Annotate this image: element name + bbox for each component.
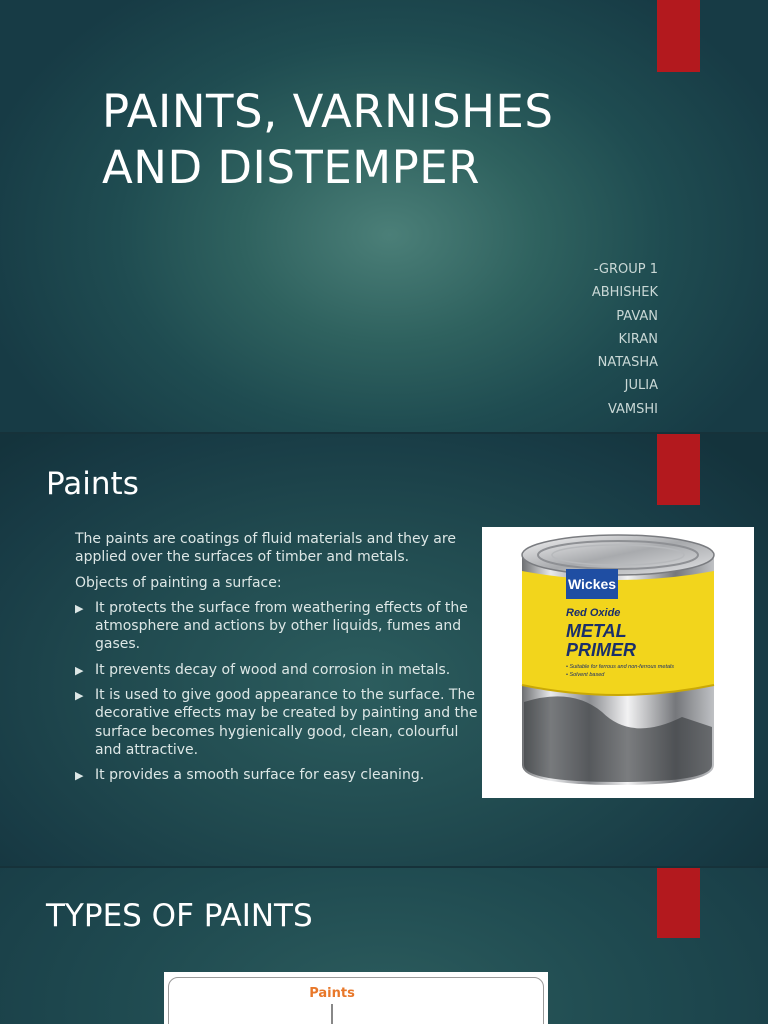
intro-paragraph: The paints are coatings of fluid materials and they are applied over the surfaces of timber and metals. <box>75 531 456 566</box>
accent-bar <box>657 868 700 938</box>
objects-heading: Objects of painting a surface: <box>75 574 282 591</box>
bullet-item <box>75 599 480 654</box>
bullet-text: It is used to give good appearance to the surface. The decorative effects may be created by painting and the surface becomes hygienically good, clean, colourful and attractive. <box>95 687 478 758</box>
presentation-title: PAINTS, VARNISHES AND DISTEMPER <box>102 85 554 194</box>
bullet-text: It protects the surface from weathering effects of the atmosphere and actions by other liquids, fumes and gases. <box>95 599 468 653</box>
accent-bar <box>657 0 700 72</box>
diagram-root-label: Paints <box>309 986 355 1001</box>
triangle-bullet-icon: ▶ <box>75 663 84 677</box>
paint-types-diagram <box>164 972 548 1024</box>
group-member: ABHISHEK <box>591 285 658 301</box>
bullet-item <box>75 661 480 679</box>
group-member: KIRAN <box>618 331 658 347</box>
accent-bar <box>657 434 700 505</box>
diagram-connector <box>331 1004 333 1024</box>
product-feature: • Suitable for ferrous and non-ferrous metals <box>566 664 675 670</box>
group-member: PAVAN <box>616 308 658 324</box>
group-member: VAMSHI <box>607 401 658 417</box>
slide-title: TYPES OF PAINTS <box>46 898 313 934</box>
group-member: JULIA <box>624 378 658 394</box>
bullet-item <box>75 686 480 759</box>
paint-can-image <box>482 527 754 798</box>
bullet-list <box>75 599 480 785</box>
bullet-text: It provides a smooth surface for easy cleaning. <box>95 767 425 784</box>
product-subtitle: Red Oxide <box>566 607 621 619</box>
product-name-line2: PRIMER <box>566 640 637 660</box>
group-member-list <box>592 258 658 421</box>
group-label: -GROUP 1 <box>593 262 658 277</box>
bullet-item <box>75 766 480 784</box>
slide-title: Paints <box>46 466 139 502</box>
product-name-line1: METAL <box>566 621 627 641</box>
product-brand: Wickes <box>567 576 617 592</box>
triangle-bullet-icon: ▶ <box>75 769 84 783</box>
triangle-bullet-icon: ▶ <box>75 689 84 703</box>
product-feature: • Solvent based <box>566 672 605 678</box>
slide-body <box>75 530 480 792</box>
types-of-paints-slide <box>0 868 768 1024</box>
bullet-text: It prevents decay of wood and corrosion in metals. <box>95 661 451 678</box>
title-slide <box>0 0 768 432</box>
paints-slide <box>0 434 768 866</box>
group-member: NATASHA <box>597 355 658 371</box>
triangle-bullet-icon: ▶ <box>75 601 84 615</box>
